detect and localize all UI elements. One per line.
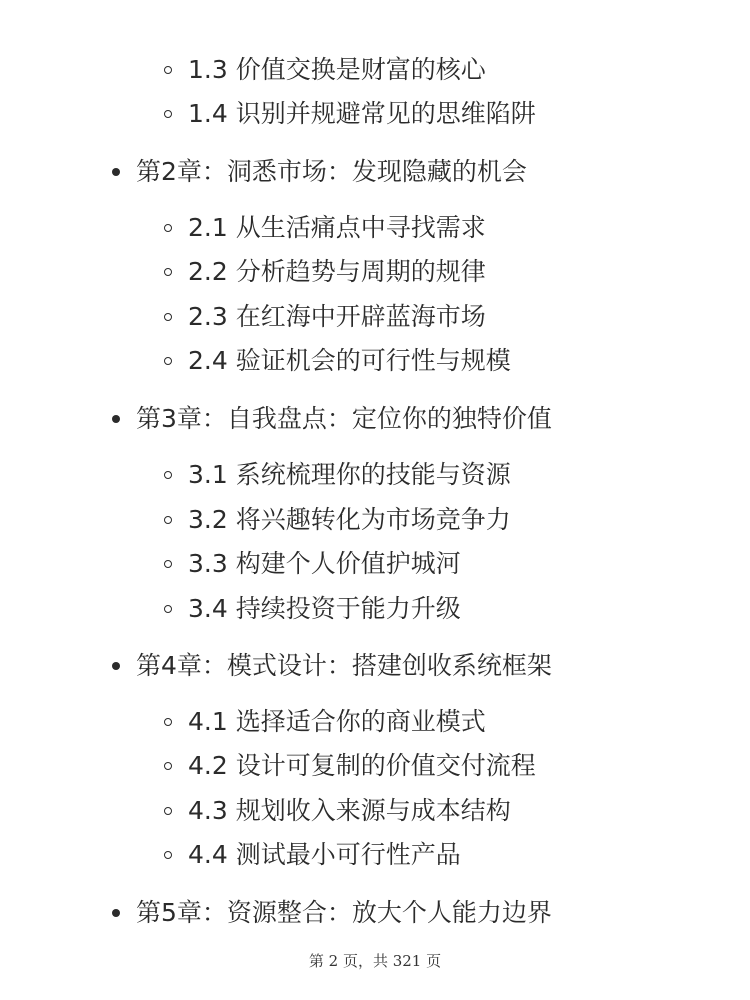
hollow-bullet-icon bbox=[164, 807, 172, 815]
filled-bullet-icon bbox=[112, 662, 120, 670]
hollow-bullet-icon bbox=[164, 762, 172, 770]
hollow-bullet-icon bbox=[164, 313, 172, 321]
toc-section-text: 2.1 从生活痛点中寻找需求 bbox=[188, 213, 486, 242]
hollow-bullet-icon bbox=[164, 224, 172, 232]
toc-chapter-text: 第4章：模式设计：搭建创收系统框架 bbox=[136, 651, 552, 680]
toc-section-text: 3.1 系统梳理你的技能与资源 bbox=[188, 460, 511, 489]
hollow-bullet-icon bbox=[164, 560, 172, 568]
toc-section-item bbox=[164, 838, 461, 872]
toc-section-item bbox=[164, 503, 511, 537]
toc-section-item bbox=[164, 592, 461, 626]
toc-section-text: 4.1 选择适合你的商业模式 bbox=[188, 707, 486, 736]
hollow-bullet-icon bbox=[164, 110, 172, 118]
hollow-bullet-icon bbox=[164, 516, 172, 524]
toc-section-text: 2.3 在红海中开辟蓝海市场 bbox=[188, 302, 486, 331]
toc-section-text: 2.2 分析趋势与周期的规律 bbox=[188, 257, 486, 286]
toc-section-item bbox=[164, 794, 511, 828]
toc-chapter-item bbox=[112, 896, 552, 930]
page-number-footer: 第 2 页，共 321 页 bbox=[308, 952, 442, 970]
toc-section-item bbox=[164, 458, 511, 492]
toc-section-text: 2.4 验证机会的可行性与规模 bbox=[188, 346, 511, 375]
toc-section-text: 3.3 构建个人价值护城河 bbox=[188, 549, 461, 578]
filled-bullet-icon bbox=[112, 168, 120, 176]
toc-section-text: 3.2 将兴趣转化为市场竞争力 bbox=[188, 505, 511, 534]
hollow-bullet-icon bbox=[164, 718, 172, 726]
toc-section-item bbox=[164, 97, 536, 131]
toc-section-item bbox=[164, 749, 536, 783]
hollow-bullet-icon bbox=[164, 66, 172, 74]
toc-section-text: 4.3 规划收入来源与成本结构 bbox=[188, 796, 511, 825]
toc-chapter-text: 第5章：资源整合：放大个人能力边界 bbox=[136, 898, 552, 927]
toc-section-item bbox=[164, 255, 486, 289]
hollow-bullet-icon bbox=[164, 471, 172, 479]
toc-section-item bbox=[164, 705, 486, 739]
toc-chapter-text: 第2章：洞悉市场：发现隐藏的机会 bbox=[136, 157, 527, 186]
toc-section-text: 4.4 测试最小可行性产品 bbox=[188, 840, 461, 869]
toc-section-text: 4.2 设计可复制的价值交付流程 bbox=[188, 751, 536, 780]
hollow-bullet-icon bbox=[164, 605, 172, 613]
hollow-bullet-icon bbox=[164, 851, 172, 859]
toc-section-text: 3.4 持续投资于能力升级 bbox=[188, 594, 461, 623]
hollow-bullet-icon bbox=[164, 268, 172, 276]
toc-section-item bbox=[164, 344, 511, 378]
toc-section-item bbox=[164, 300, 486, 334]
filled-bullet-icon bbox=[112, 415, 120, 423]
hollow-bullet-icon bbox=[164, 357, 172, 365]
toc-chapter-item bbox=[112, 402, 552, 436]
toc-chapter-item bbox=[112, 649, 552, 683]
toc-chapter-item bbox=[112, 155, 527, 189]
filled-bullet-icon bbox=[112, 909, 120, 917]
toc-chapter-text: 第3章：自我盘点：定位你的独特价值 bbox=[136, 404, 552, 433]
toc-section-item bbox=[164, 547, 461, 581]
toc-section-text: 1.4 识别并规避常见的思维陷阱 bbox=[188, 99, 536, 128]
toc-section-text: 1.3 价值交换是财富的核心 bbox=[188, 55, 486, 84]
toc-section-item bbox=[164, 211, 486, 245]
toc-section-item bbox=[164, 53, 486, 87]
